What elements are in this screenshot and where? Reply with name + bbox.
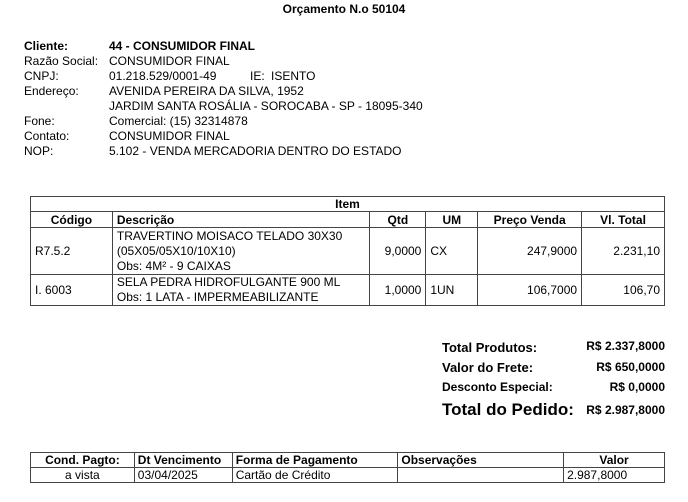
valor-frete-value: R$ 650,0000 [596, 360, 665, 374]
table-row [31, 275, 665, 306]
cell-codigo: I. 6003 [31, 275, 113, 306]
fone-label: Fone: [24, 114, 55, 128]
cnpj-value: 01.218.529/0001-49 [109, 69, 217, 83]
items-header-row [31, 212, 665, 228]
table-row [31, 228, 665, 275]
header-qtd: Qtd [370, 212, 426, 228]
cell-codigo: R7.5.2 [31, 228, 113, 275]
cell-total: 106,70 [582, 275, 665, 306]
header-um: UM [426, 212, 478, 228]
endereco-line2: JARDIM SANTA ROSÁLIA - SOROCABA - SP - 18095-340 [109, 99, 423, 113]
cliente-label: Cliente: [24, 39, 69, 53]
nop-label: NOP: [24, 144, 54, 158]
ie-value: ISENTO [271, 69, 316, 83]
desconto-value: R$ 0,0000 [609, 380, 665, 394]
header-total: Vl. Total [582, 212, 665, 228]
cell-um: CX [426, 228, 478, 275]
cliente-value: 44 - CONSUMIDOR FINAL [109, 39, 256, 53]
endereco-label: Endereço: [24, 84, 79, 98]
razao-label: Razão Social: [24, 54, 99, 68]
endereco-line1: AVENIDA PEREIRA DA SILVA, 1952 [109, 84, 304, 98]
desc-line: SELA PEDRA HIDROFULGANTE 900 ML [116, 275, 341, 289]
desconto-label: Desconto Especial: [442, 380, 553, 394]
header-forma-pagamento: Forma de Pagamento [232, 453, 398, 468]
desc-line: TRAVERTINO MOISACO TELADO 30X30 [116, 228, 343, 243]
cell-observacoes [398, 468, 564, 483]
cell-qtd: 1,0000 [370, 275, 426, 306]
cell-preco: 247,9000 [478, 228, 582, 275]
header-codigo: Código [31, 212, 113, 228]
ie-label: IE: [250, 69, 265, 83]
fone-value: Comercial: (15) 32314878 [109, 114, 248, 128]
header-preco: Preço Venda [478, 212, 582, 228]
contato-value: CONSUMIDOR FINAL [109, 129, 230, 143]
cell-cond: a vista [31, 468, 135, 483]
desc-obs: Obs: 1 LATA - IMPERMEABILIZANTE [116, 290, 319, 304]
cnpj-label: CNPJ: [24, 69, 59, 83]
cell-um: 1UN [426, 275, 478, 306]
cell-qtd: 9,0000 [370, 228, 426, 275]
header-dt-vencimento: Dt Vencimento [134, 453, 232, 468]
header-descricao: Descrição [112, 212, 370, 228]
header-valor: Valor [564, 453, 665, 468]
header-observacoes: Observações [398, 453, 564, 468]
cell-vencimento: 03/04/2025 [134, 468, 232, 483]
items-table [30, 196, 665, 306]
payment-header-row [31, 453, 665, 468]
cell-preco: 106,7000 [478, 275, 582, 306]
total-pedido-label: Total do Pedido: [442, 400, 574, 419]
cell-descricao [112, 228, 370, 275]
desc-obs: Obs: 4M² - 9 CAIXAS [116, 258, 231, 273]
cell-forma: Cartão de Crédito [232, 468, 398, 483]
razao-value: CONSUMIDOR FINAL [109, 54, 230, 68]
cell-descricao [112, 275, 370, 306]
payment-table [30, 452, 665, 483]
nop-value: 5.102 - VENDA MERCADORIA DENTRO DO ESTADO [109, 144, 402, 158]
items-caption: Item [31, 197, 665, 212]
total-produtos-value: R$ 2.337,8000 [586, 339, 665, 353]
header-cond-pagto: Cond. Pagto: [31, 453, 135, 468]
table-row [31, 468, 665, 483]
cell-total: 2.231,10 [582, 228, 665, 275]
total-pedido-value: R$ 2.987,8000 [586, 403, 665, 417]
desc-line: (05X05/05X10/10X10) [116, 243, 236, 258]
valor-frete-label: Valor do Frete: [442, 360, 534, 375]
document-title: Orçamento N.o 50104 [282, 2, 406, 16]
cell-valor: 2.987,8000 [564, 468, 665, 483]
contato-label: Contato: [24, 129, 70, 143]
total-produtos-label: Total Produtos: [442, 340, 538, 355]
